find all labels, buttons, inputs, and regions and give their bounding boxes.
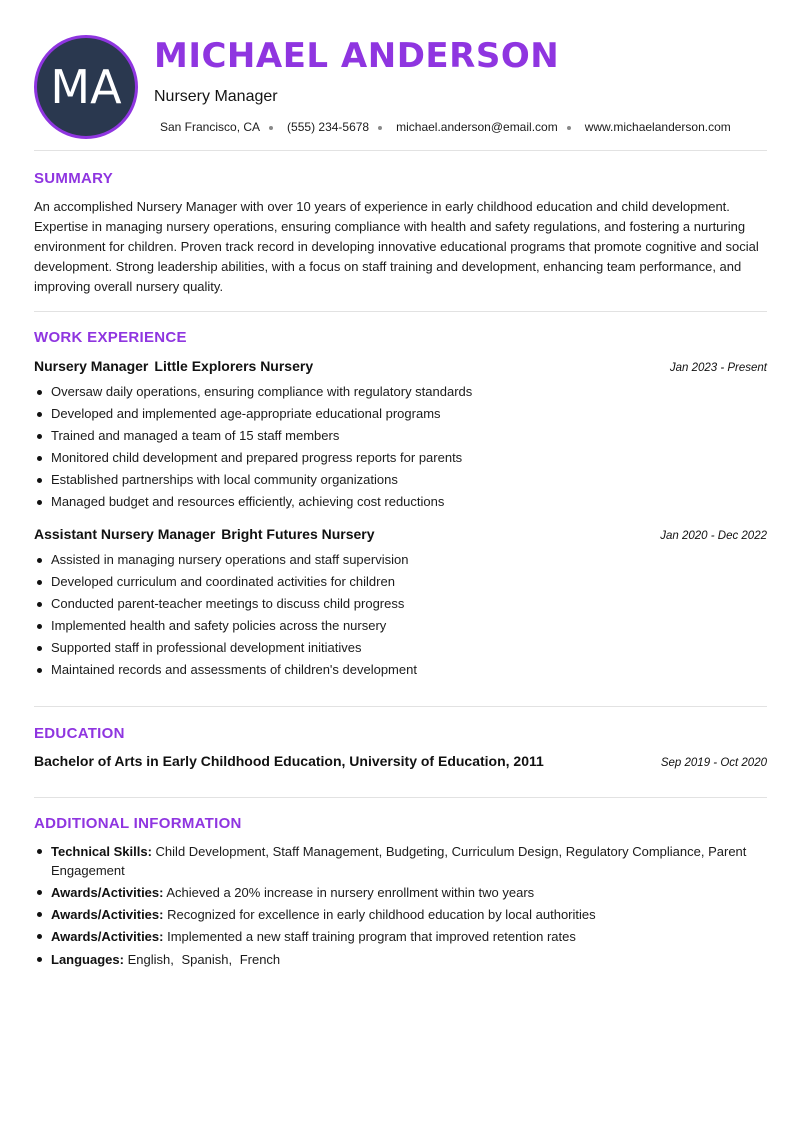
contact-phone: (555) 234-5678: [287, 120, 370, 134]
info-text: Achieved a 20% increase in nursery enrollment within two years: [166, 885, 535, 900]
list-item: Conducted parent-teacher meetings to discuss child progress: [34, 593, 767, 615]
job-role: Nursery Manager: [34, 358, 149, 374]
list-item: Supported staff in professional development initiatives: [34, 637, 767, 659]
info-text: Implemented a new staff training program that improved retention rates: [167, 929, 576, 944]
list-item: [34, 927, 767, 946]
job-title: [34, 526, 375, 542]
info-text: Child Development, Staff Management, Budgeting, Curriculum Design, Regulatory Compliance, Parent Engagement: [51, 844, 747, 878]
candidate-name: MICHAEL ANDERSON: [154, 36, 560, 76]
job-header: [34, 526, 767, 542]
language-item: English,: [127, 952, 174, 967]
job-bullets: [34, 549, 767, 681]
education-row: [34, 753, 767, 769]
job-role: Assistant Nursery Manager: [34, 526, 216, 542]
divider: [34, 150, 767, 151]
section-title-additional: ADDITIONAL INFORMATION: [34, 815, 242, 832]
list-item: Assisted in managing nursery operations and staff supervision: [34, 549, 767, 571]
list-item: Monitored child development and prepared progress reports for parents: [34, 447, 767, 469]
separator-dot-icon: [378, 126, 382, 130]
job-company: Bright Futures Nursery: [221, 526, 375, 542]
separator-dot-icon: [567, 126, 571, 130]
language-item: French: [239, 952, 281, 967]
job-company: Little Explorers Nursery: [154, 358, 314, 374]
language-item: Spanish,: [181, 952, 233, 967]
section-title-summary: SUMMARY: [34, 170, 114, 187]
avatar-initials: MA: [50, 60, 122, 114]
divider: [34, 797, 767, 798]
avatar: [34, 35, 138, 139]
section-title-experience: WORK EXPERIENCE: [34, 329, 187, 346]
job-title: [34, 358, 313, 374]
job-dates: Jan 2023 - Present: [669, 362, 767, 374]
education-degree: Bachelor of Arts in Early Childhood Education, University of Education, 2011: [34, 753, 544, 769]
info-label: Technical Skills:: [51, 844, 152, 859]
education-dates: Sep 2019 - Oct 2020: [660, 757, 767, 769]
job-header: [34, 358, 767, 374]
list-item: Developed curriculum and coordinated activities for children: [34, 571, 767, 593]
list-item: Trained and managed a team of 15 staff members: [34, 425, 767, 447]
contact-website[interactable]: www.michaelanderson.com: [584, 120, 731, 134]
info-text: Recognized for excellence in early childhood education by local authorities: [167, 907, 596, 922]
list-item: Implemented health and safety policies across the nursery: [34, 615, 767, 637]
job-bullets: [34, 381, 767, 513]
additional-info-list: [34, 842, 767, 972]
contact-email[interactable]: michael.anderson@email.com: [396, 120, 558, 134]
list-item: [34, 905, 767, 924]
section-title-education: EDUCATION: [34, 725, 125, 742]
info-label: Awards/Activities:: [51, 885, 164, 900]
list-item: Developed and implemented age-appropriate educational programs: [34, 403, 767, 425]
contact-bar: [160, 120, 731, 134]
summary-text: An accomplished Nursery Manager with over 10 years of experience in early childhood education and child development. Expertise in managing nursery operations, ensuring compliance with health and safety regulations, and fostering a nurturing environment for children. Proven track record in developing innovative educational programs that promote cognitive and social development. Strong leadership abilities, with a focus on staff training and development, enhancing team performance, and improving overall nursery quality.: [34, 199, 759, 294]
candidate-title: Nursery Manager: [154, 88, 278, 105]
info-label: Awards/Activities:: [51, 929, 164, 944]
job-dates: Jan 2020 - Dec 2022: [660, 530, 767, 542]
list-item: [34, 883, 767, 902]
list-item: [34, 950, 767, 969]
divider: [34, 311, 767, 312]
list-item: Oversaw daily operations, ensuring compliance with regulatory standards: [34, 381, 767, 403]
contact-location: San Francisco, CA: [160, 120, 261, 134]
separator-dot-icon: [269, 126, 273, 130]
list-item: [34, 842, 767, 880]
list-item: Managed budget and resources efficiently, achieving cost reductions: [34, 491, 767, 513]
divider: [34, 706, 767, 707]
list-item: Established partnerships with local community organizations: [34, 469, 767, 491]
languages-label: Languages:: [51, 952, 124, 967]
list-item: Maintained records and assessments of children's development: [34, 659, 767, 681]
info-label: Awards/Activities:: [51, 907, 164, 922]
